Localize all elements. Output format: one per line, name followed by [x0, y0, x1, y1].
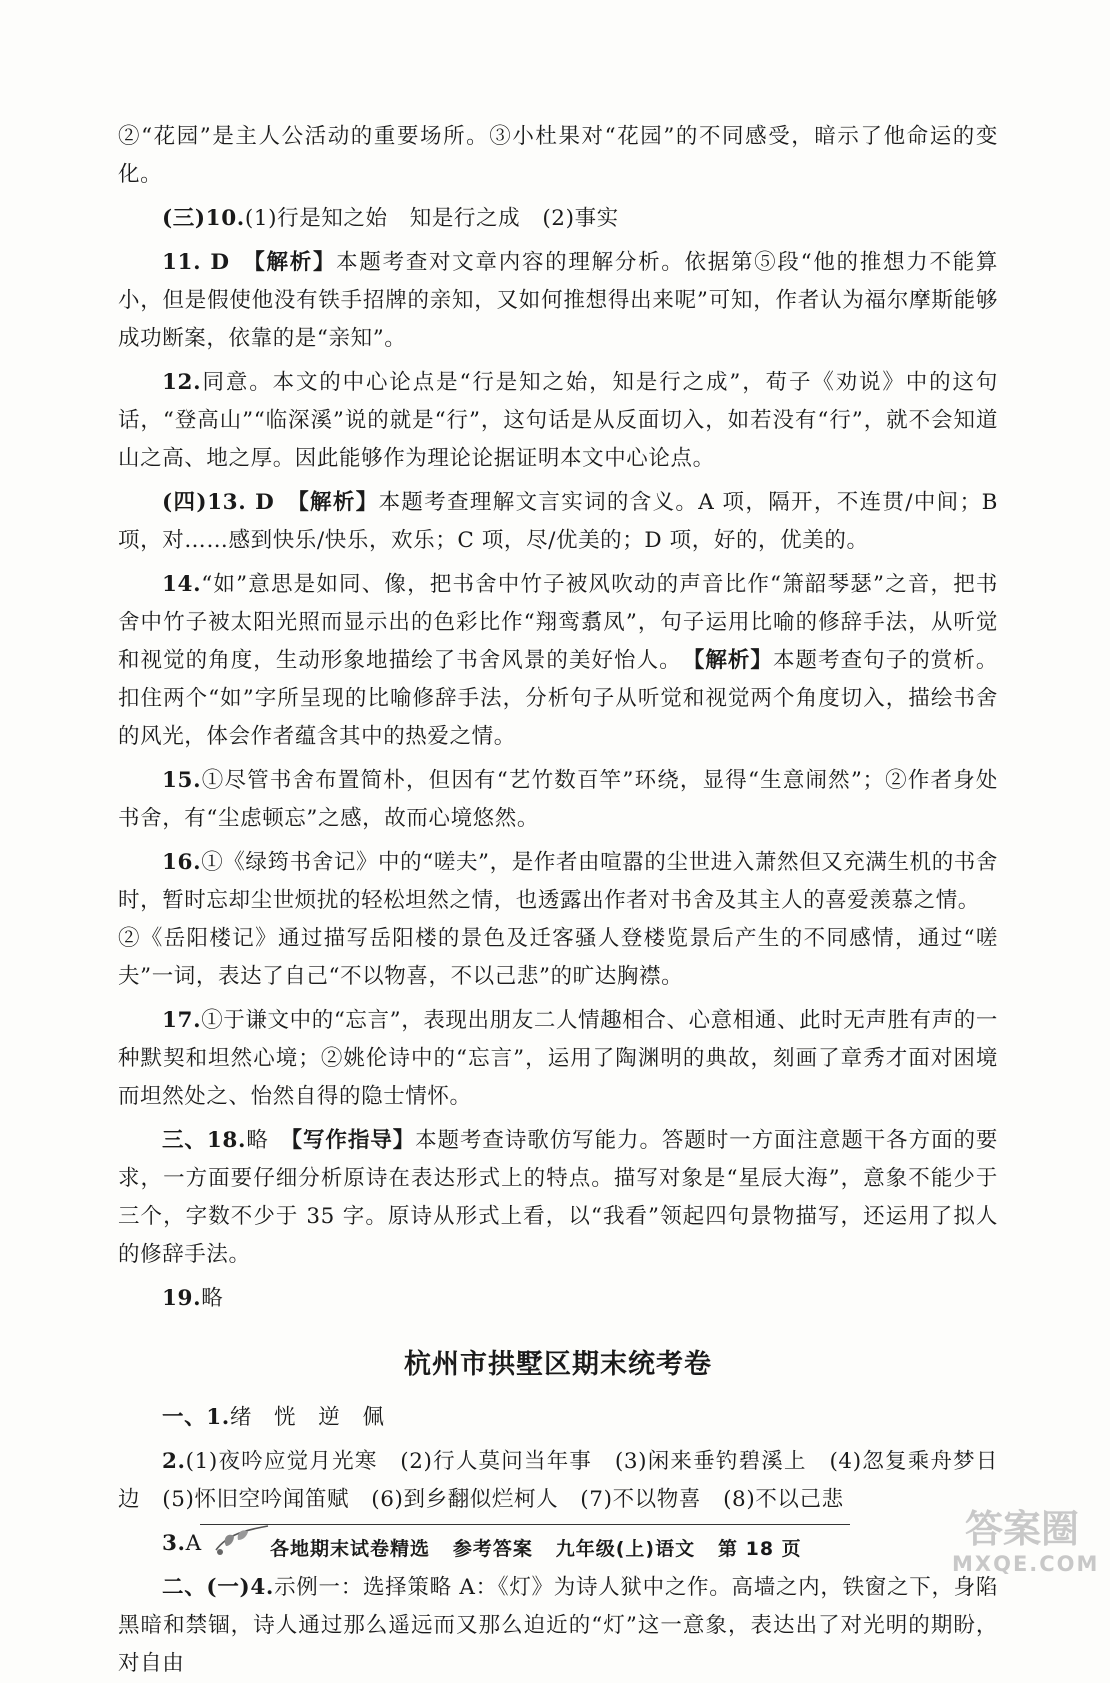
- footer-text: 各地期末试卷精选 参考答案 九年级(上)语文 第 18 页: [270, 1538, 802, 1560]
- page-footer: [200, 1516, 850, 1560]
- answer-page: [118, 118, 998, 1683]
- answer-s2-3: 3.A: [162, 1531, 202, 1556]
- answer-11: 11. D 【解析】本题考查对文章内容的理解分析。依据第⑤段“他的推想力不能算小，但是假使他没有铁手招牌的亲知，又如何推想得出来呢”可知，作者认为福尔摩斯能够成功断案，依靠的是“亲知”。: [118, 250, 998, 351]
- answer-12: 12.同意。本文的中心论点是“行是知之始，知是行之成”，荀子《劝说》中的这句话，“登高山”“临深溪”说的就是“行”，这句话是从反面切入，如若没有“行”，就不会知道山之高、地之厚。因此能够作为理论论据证明本文中心论点。: [118, 370, 998, 471]
- answer-17: 17.①于谦文中的“忘言”，表现出朋友二人情趣相合、心意相通、此时无声胜有声的一种默契和坦然心境；②姚伦诗中的“忘言”，运用了陶渊明的典故，刻画了章秀才面对困境而坦然处之、怡然自得的隐士情怀。: [118, 1008, 998, 1109]
- answer-15: 15.①尽管书舍布置简朴，但因有“艺竹数百竿”环绕，显得“生意闹然”；②作者身处书舍，有“尘虑顿忘”之感，故而心境悠然。: [118, 768, 998, 831]
- answer-s2-2: 2.(1)夜吟应觉月光寒 (2)行人莫问当年事 (3)闲来垂钓碧溪上 (4)忽复乘舟梦日边 (5)怀旧空吟闻笛赋 (6)到乡翻似烂柯人 (7)不以物喜 (8)不以己悲: [118, 1449, 998, 1512]
- answer-s2-1: 一、1.绪 恍 逆 佩: [162, 1405, 385, 1430]
- answer-10: (三)10.(1)行是知之始 知是行之成 (2)事实: [162, 206, 619, 231]
- answer-18: 三、18.略 【写作指导】本题考查诗歌仿写能力。答题时一方面注意题干各方面的要求，一方面要仔细分析原诗在表达形式上的特点。描写对象是“星辰大海”，意象不能少于三个，字数不少于 35 字。原诗从形式上看，以“我看”领起四句景物描写，还运用了拟人的修辞手法。: [118, 1128, 999, 1267]
- answer-13: (四)13. D 【解析】本题考查理解文言实词的含义。A 项，隔开，不连贯/中间；B 项，对……感到快乐/快乐，欢乐；C 项，尽/优美的；D 项，好的，优美的。: [118, 490, 998, 553]
- answer-16-part-2: ②《岳阳楼记》通过描写岳阳楼的景色及迁客骚人登楼览景后产生的不同感情，通过“嗟夫”一词，表达了自己“不以物喜，不以己悲”的旷达胸襟。: [118, 926, 998, 989]
- answer-line-1: ②“花园”是主人公活动的重要场所。③小杜果对“花园”的不同感受，暗示了他命运的变化。: [118, 124, 998, 187]
- answer-19: 19.略: [162, 1286, 224, 1311]
- exam-title: 杭州市拱墅区期末统考卷: [404, 1349, 712, 1380]
- answer-s2-4: 二、(一)4.示例一：选择策略 A：《灯》为诗人狱中之作。高墙之内，铁窗之下，身陷黑暗和禁锢，诗人通过那么遥远而又那么迫近的“灯”这一意象，表达出了对光明的期盼，对自由: [118, 1575, 998, 1676]
- site-watermark: [952, 1506, 1100, 1586]
- leaf-ornament-icon: [212, 1520, 272, 1560]
- watermark-url: MXQE.COM: [952, 1552, 1100, 1576]
- answer-14: 14.“如”意思是如同、像，把书舍中竹子被风吹动的声音比作“箫韶琴瑟”之音，把书舍中竹子被太阳光照而显示出的色彩比作“翔鸾翥凤”，句子运用比喻的修辞手法，从听觉和视觉的角度，生动形象地描绘了书舍风景的美好怡人。 【解析】本题考查句子的赏析。扣住两个“如”字所呈现的比喻修辞手法，分析句子从听觉和视觉两个角度切入，描绘书舍的风光，体会作者蕴含其中的热爱之情。: [118, 572, 998, 749]
- watermark-chinese: 答案圈: [964, 1507, 1079, 1551]
- answer-16: 16.①《绿筠书舍记》中的“嗟夫”，是作者由喧嚣的尘世进入萧然但又充满生机的书舍时，暂时忘却尘世烦扰的轻松坦然之情，也透露出作者对书舍及其主人的喜爱羡慕之情。: [118, 850, 998, 913]
- footer-rule: [200, 1524, 850, 1525]
